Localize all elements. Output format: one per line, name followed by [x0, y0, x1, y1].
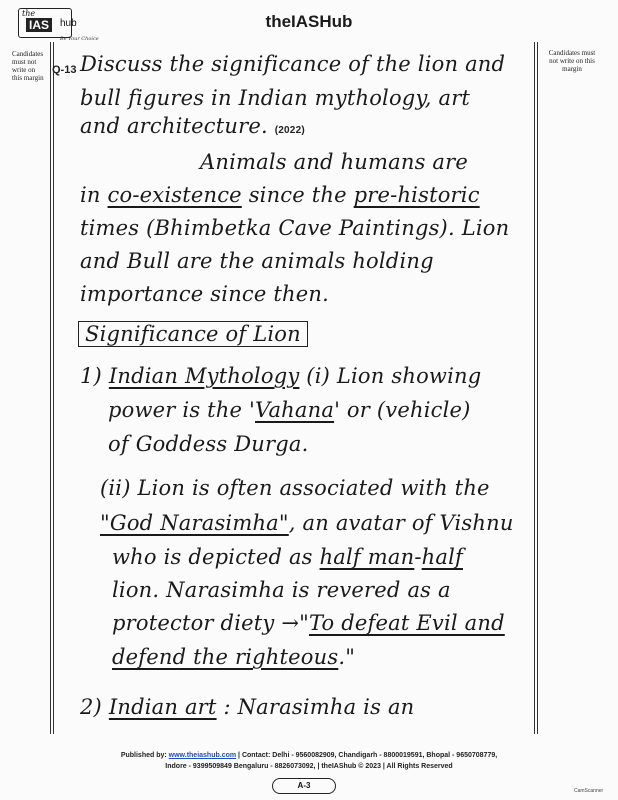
- point-1-ii-line-4: lion. Narasimha is revered as a: [112, 578, 451, 602]
- underlined-pre-historic: pre-historic: [353, 183, 480, 207]
- right-margin-note: Candidates must not write on this margin: [548, 49, 596, 73]
- footer-line-2: Indore - 9399509849 Bengaluru - 8826073092, | theIAShub © 2023 | All Rights Reserved: [165, 763, 453, 770]
- question-year: (2022): [274, 125, 305, 136]
- underlined-defeat-evil: To defeat Evil and: [308, 611, 505, 635]
- point-1-number: 1): [80, 364, 102, 388]
- point-1-text: (i) Lion showing: [306, 364, 482, 388]
- point-1-ii-line-5: [112, 611, 505, 635]
- footer-line-1: [0, 750, 618, 761]
- question-line-3-text: and architecture.: [80, 114, 268, 138]
- intro-line-4: and Bull are the animals holding: [80, 249, 434, 273]
- question-line-1: Discuss the significance of the lion and: [80, 52, 506, 76]
- underlined-vahana: Vahana: [255, 398, 335, 422]
- logo-ias: IAS: [26, 18, 52, 32]
- heading-box: Significance of Lion: [78, 321, 308, 347]
- logo-hub: hub: [60, 18, 77, 29]
- point-1-line-1: [80, 364, 481, 388]
- intro-line-5: importance since then.: [80, 282, 329, 306]
- footer-contacts: | Contact: Delhi - 9560082909, Chandigarh - 8800019591, Bhopal - 9650708779,: [238, 752, 498, 759]
- point-1-ii-line-1: (ii) Lion is often associated with the: [100, 476, 490, 500]
- point-1-ii-line-6: [112, 645, 355, 669]
- point-1-text: power is the ': [108, 398, 256, 422]
- scanner-watermark: CamScanner: [574, 788, 604, 794]
- logo-the: the: [22, 9, 36, 18]
- point-2-line-1: [80, 695, 414, 719]
- logo-tagline: Be Your Choice: [60, 36, 99, 42]
- point-1-ii-text: .": [338, 645, 356, 669]
- intro-line-1: Animals and humans are: [200, 150, 469, 174]
- page-number: A-3: [272, 778, 336, 794]
- section-heading: [78, 322, 308, 346]
- point-1-title: Indian Mythology: [108, 364, 300, 388]
- underlined-god-narasimha: "God Narasimha": [100, 511, 289, 535]
- right-margin-rule-inner: [534, 42, 535, 734]
- intro-line-3: times (Bhimbetka Cave Paintings). Lion: [80, 216, 510, 240]
- point-2-number: 2): [80, 695, 102, 719]
- question-line-3: [80, 114, 305, 138]
- website-link[interactable]: www.theiashub.com: [168, 752, 237, 759]
- point-1-ii-text: who is depicted as: [112, 545, 313, 569]
- left-margin-rule: [50, 42, 51, 734]
- underlined-defend-righteous: defend the righteous: [112, 645, 339, 669]
- point-1-line-2: [108, 398, 471, 422]
- left-margin-note: Candidates must not write on this margin: [12, 50, 44, 82]
- left-margin-rule-inner: [53, 42, 54, 734]
- intro-line-2: [80, 183, 480, 207]
- point-1-ii-line-2: [100, 511, 514, 535]
- point-1-ii-text: , an avatar of Vishnu: [288, 511, 514, 535]
- brand-title: theIASHub: [265, 12, 353, 31]
- footer-prefix: Published by:: [120, 752, 167, 759]
- question-line-2: bull figures in Indian mythology, art: [80, 86, 471, 110]
- underlined-half: half: [421, 545, 463, 569]
- publisher-footer: [0, 750, 618, 772]
- underlined-half-man: half man: [319, 545, 415, 569]
- question-number: Q-13: [52, 64, 77, 76]
- point-1-line-3: of Goddess Durga.: [108, 432, 309, 456]
- point-1-text: ' or (vehicle): [334, 398, 471, 422]
- point-2-text: : Narasimha is an: [223, 695, 415, 719]
- point-2-title: Indian art: [108, 695, 217, 719]
- point-1-ii-line-3: [112, 545, 463, 569]
- intro-text: since the: [248, 183, 347, 207]
- point-1-ii-text: protector diety →": [112, 611, 309, 635]
- underlined-co-existence: co-existence: [107, 183, 242, 207]
- hyphen: -: [414, 545, 422, 569]
- right-margin-rule: [537, 42, 538, 734]
- intro-text: in: [80, 183, 101, 207]
